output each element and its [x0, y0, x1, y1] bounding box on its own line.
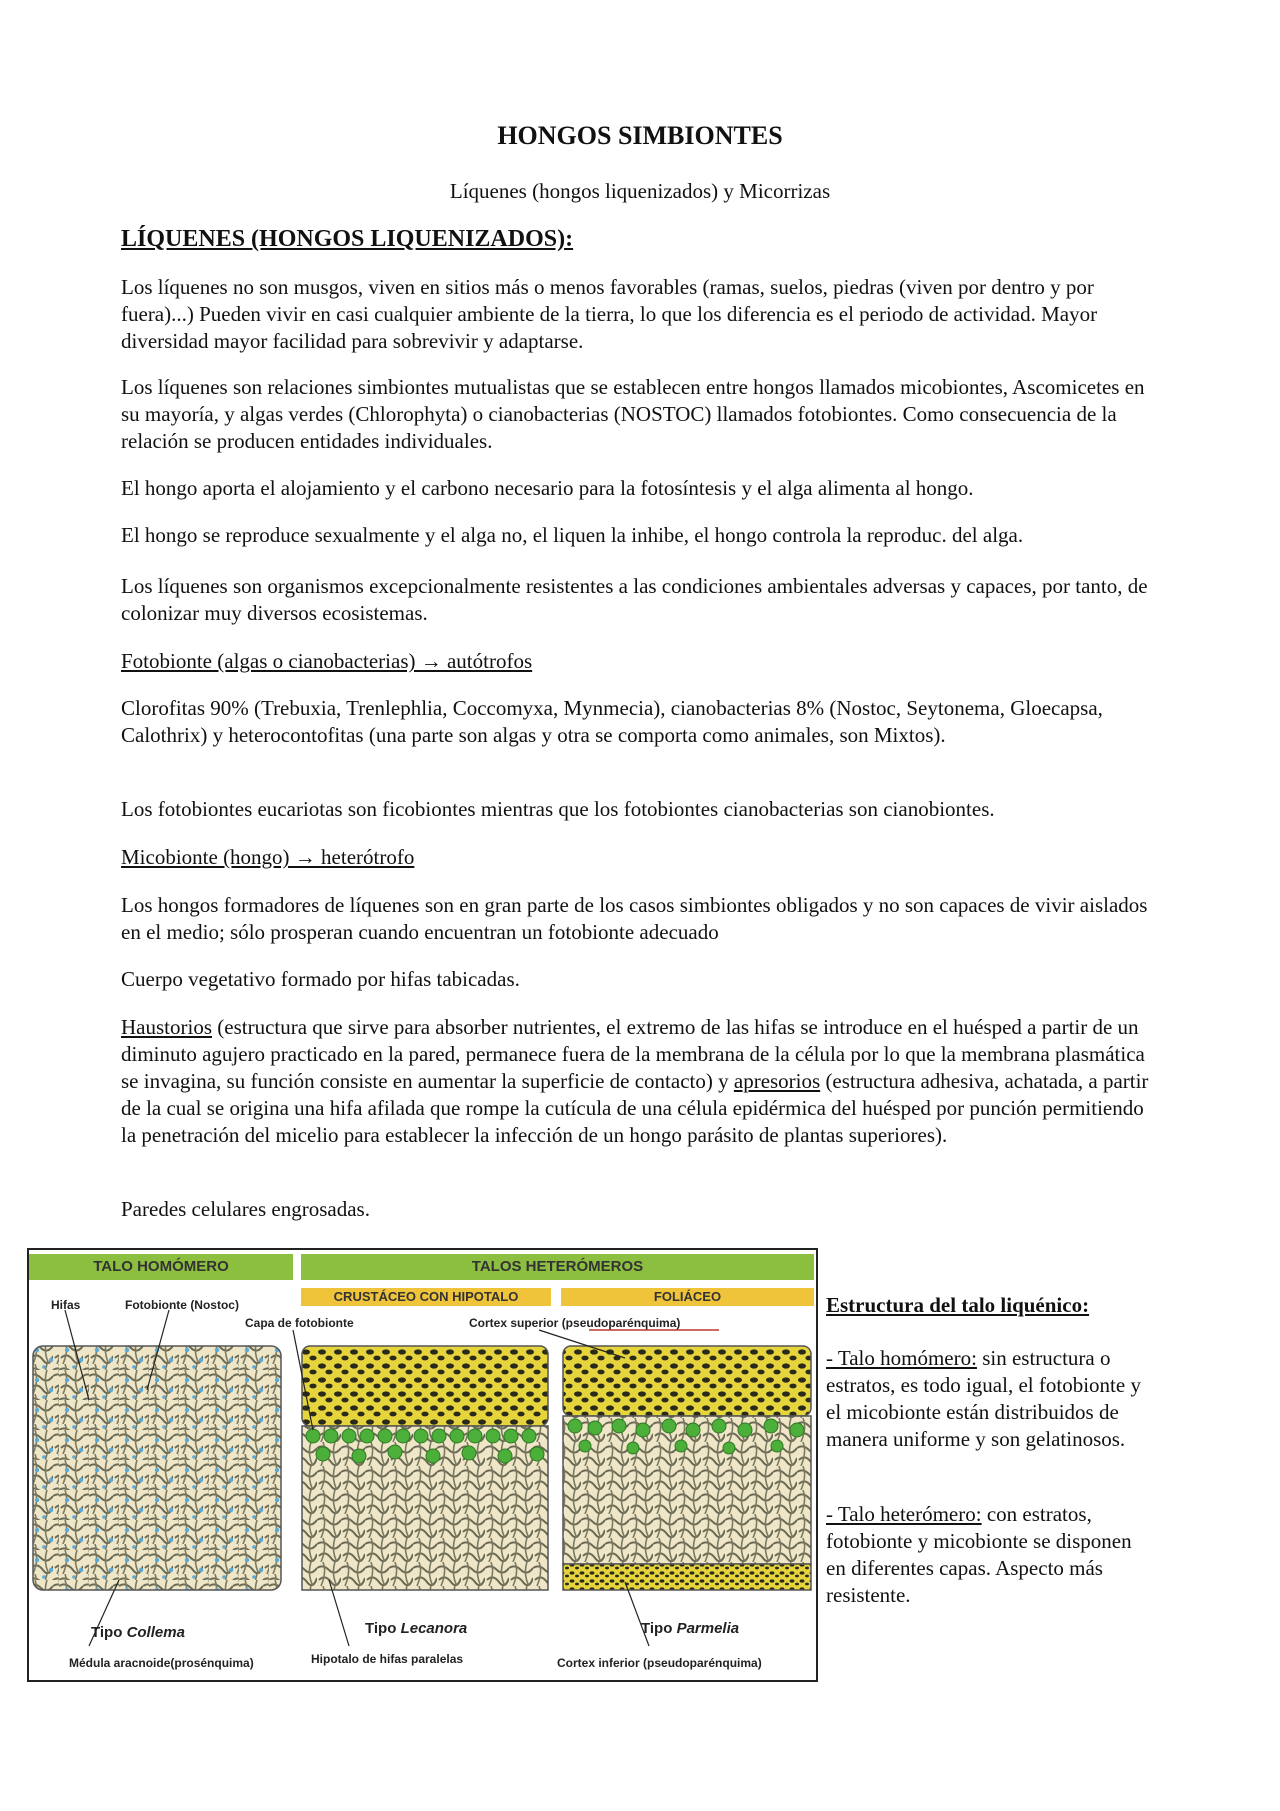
label-hipotalo: Hipotalo de hifas paralelas — [311, 1652, 464, 1666]
paragraph-6: Clorofitas 90% (Trebuxia, Trenlephlia, Coccomyxa, Mynmecia), cianobacterias 8% (Nostoc, Seytonema, Gloecapsa, Calothrix) y heterocontofitas (una parte son algas y otra se comporta como animales, son Mixtos). — [121, 696, 1103, 747]
band-talo-homomero: TALO HOMÓMERO — [29, 1254, 293, 1280]
apresorios-text: (estructura adhesiva, achatada, a partir de la cual se origina una hifa afilada que rompe la cutícula de una célula epidérmica del huésped por punción permitiendo la penetración del micelio para establecer la infección de un hongo parásito de plantas superiores). — [121, 1069, 1149, 1147]
paragraph-3: El hongo aporta el alojamiento y el carbono necesario para la fotosíntesis y el alga alimenta al hongo. — [121, 476, 974, 500]
label-capa-fotobionte: Capa de fotobionte — [245, 1316, 354, 1330]
homomero-text: sin estructura o estratos, es todo igual, el fotobionte y el micobionte están distribuidos de manera uniforme y son gelatinosos. — [826, 1346, 1141, 1451]
heteromero-text: con estratos, fotobionte y micobionte se disponen en diferentes capas. Aspecto más resistente. — [826, 1502, 1132, 1607]
micobionte-heading: Micobionte (hongo) → heterótrofo — [121, 845, 415, 869]
label-medula: Médula aracnoide(prosénquima) — [69, 1656, 254, 1670]
paragraph-1: Los líquenes no son musgos, viven en sitios más o menos favorables (ramas, suelos, piedras (viven por dentro y por fuera)...) Pueden vivir en casi cualquier ambiente de la tierra, lo que los diferencia es el periodo de actividad. Mayor diversidad mayor facilidad para sobrevivir y adaptarse. — [121, 275, 1098, 353]
side-homomero — [826, 1345, 1156, 1453]
paragraph-9: Cuerpo vegetativo formado por hifas tabicadas. — [121, 967, 520, 991]
type-lecanora: Tipo Lecanora — [365, 1620, 468, 1637]
paragraph-11: Paredes celulares engrosadas. — [121, 1197, 370, 1221]
label-fotobionte: Fotobionte (Nostoc) — [125, 1298, 239, 1312]
paragraph-4: El hongo se reproduce sexualmente y el alga no, el liquen la inhibe, el hongo controla la reproduc. del alga. — [121, 523, 1024, 547]
band-talos-heteromeros: TALOS HETERÓMEROS — [301, 1254, 814, 1280]
heteromero-term: - Talo heterómero: — [826, 1502, 982, 1526]
haustorios-term: Haustorios — [121, 1015, 212, 1039]
paragraph-5: Los líquenes son organismos excepcionalmente resistentes a las condiciones ambientales adversas y capaces, por tanto, de colonizar muy diversos ecosistemas. — [121, 574, 1148, 625]
paragraph-8: Los hongos formadores de líquenes son en gran parte de los casos simbiontes obligados y no son capaces de vivir aislados en el medio; sólo prosperan cuando encuentran un fotobionte adecuado — [121, 893, 1148, 944]
thallus-illustration — [29, 1250, 816, 1680]
paragraph-2: Los líquenes son relaciones simbiontes mutualistas que se establecen entre hongos llamados micobiontes, Ascomicetes en su mayoría, y algas verdes (Chlorophyta) o cianobacterias (NOSTOC) llamados fotobiontes. Como consecuencia de la relación se producen entidades individuales. — [121, 375, 1145, 453]
apresorios-term: apresorios — [733, 1069, 821, 1093]
fotobionte-heading: Fotobionte (algas o cianobacterias) → autótrofos — [121, 649, 533, 673]
paragraph-7: Los fotobiontes eucariotas son ficobiontes mientras que los fotobiontes cianobacterias son cianobiontes. — [121, 797, 995, 821]
homomero-term: - Talo homómero: — [826, 1346, 977, 1370]
haustorios-text: (estructura que sirve para absorber nutrientes, el extremo de las hifas se introduce en el huésped a partir de un diminuto agujero practicado en la pared, permanece fuera de la membrana de la célula por lo que la membrana plasmática se invagina, su función consiste en aumentar la superficie de contacto) y — [121, 1015, 1145, 1093]
label-hifas: Hifas — [51, 1298, 81, 1312]
side-heading: Estructura del talo liquénico: — [826, 1293, 1090, 1317]
page-title: HONGOS SIMBIONTES — [497, 121, 783, 150]
page-subtitle: Líquenes (hongos liquenizados) y Micorrizas — [449, 179, 831, 203]
type-collema: Tipo Collema — [91, 1624, 185, 1641]
side-heteromero — [826, 1501, 1156, 1609]
label-cortex-inferior: Cortex inferior (pseudoparénquima) — [557, 1656, 762, 1670]
label-cortex-superior: Cortex superior (pseudoparénquima) — [469, 1316, 681, 1330]
thallus-figure — [27, 1248, 818, 1682]
paragraph-10 — [121, 1014, 1161, 1149]
sub-crustaceo: CRUSTÁCEO CON HIPOTALO — [301, 1288, 551, 1306]
type-parmelia: Tipo Parmelia — [641, 1620, 740, 1637]
sub-foliaceo: FOLIÁCEO — [561, 1288, 814, 1306]
section-heading: LÍQUENES (HONGOS LIQUENIZADOS): — [121, 226, 574, 252]
